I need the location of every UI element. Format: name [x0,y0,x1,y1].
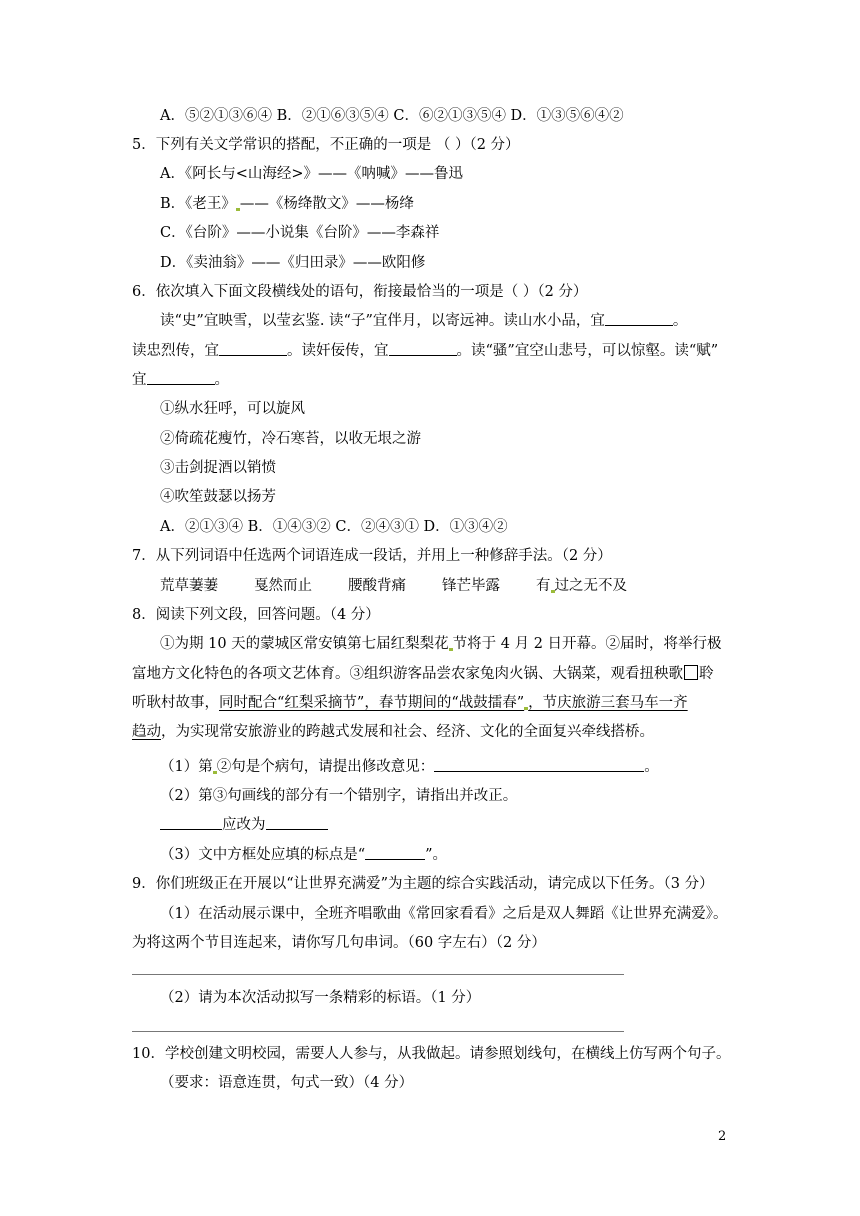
q6-option-4: ④吹笙鼓瑟以扬芳 [160,489,276,505]
q9-answer-line-1 [132,974,624,975]
q9-sub-1-line-2: 为将这两个节目连起来，请你写几句串词。（60 字左右）（2 分） [132,935,546,951]
q6-passage-line-1: 读“史”宜映雪，以莹玄鉴. 读“子”宜伴月，以寄远神。读山水小品，宜 。 [160,313,688,329]
answer-blank [434,757,644,772]
q8-sub-3: （3）文中方框处应填的标点是“ ”。 [160,847,448,863]
fill-blank [605,311,673,326]
q8-sub-1: （1）第 ②句是个病句，请提出修改意见： 。 [160,759,659,775]
q8-stem: 8．阅读下列文段，回答问题。（4 分） [132,607,380,623]
q5-stem: 5．下列有关文学常识的搭配，不正确的一项是 （ ）（2 分） [132,137,520,153]
q4-answer-choices: A．⑤②①③⑥④ B．②①⑥③⑤④ C．⑥②①③⑤④ D．①③⑤⑥④② [160,108,624,124]
q9-answer-line-2 [132,1031,624,1032]
q5-option-b: B．《老王》 ——《杨绛散文》——杨绛 [160,196,414,212]
q8-sub-2-fill: 应改为 [160,815,328,835]
q6-passage-line-3: 宜 。 [132,372,229,388]
underlined-sentence: 同时配合“红梨采摘节”，春节期间的“战鼓擂春” ，节庆旅游三套马车一齐 [219,695,688,711]
q8-sub-2: （2）第③句画线的部分有一个错别字，请指出并改正。 [160,788,518,804]
q6-option-3: ③击剑捉酒以销愤 [160,460,276,476]
q8-passage-line-3: 听耿村故事，同时配合“红梨采摘节”，春节期间的“战鼓擂春” ，节庆旅游三套马车一齐 [132,695,688,711]
punctuation-box [684,665,698,680]
q10-stem: 10．学校创建文明校园，需要人人参与，从我做起。请参照划线句，在横线上仿写两个句子。 [132,1046,731,1062]
fill-blank [389,341,457,356]
q9-sub-2: （2）请为本次活动拟写一条精彩的标语。（1 分） [160,990,481,1006]
q6-passage-line-2: 读忠烈传，宜 。读奸佞传，宜 。读“骚”宜空山悲号，可以惊壑。读“赋” [132,343,719,359]
q8-passage-line-2: 富地方文化特色的各项文艺体育。③组织游客品尝农家兔肉火锅、大锅菜，观看扭秧歌 聆 [132,666,714,682]
q7-word-list: 荒草萋萋 戛然而止 腰酸背痛 锋芒毕露 有 过之无不及 [160,578,627,594]
answer-blank [266,815,328,830]
q9-sub-1-line-1: （1）在活动展示课中，全班齐唱歌曲《常回家看看》之后是双人舞蹈《让世界充满爱》。 [160,906,728,922]
q6-answer-choices: A．②①③④ B．①④③② C．②④③① D．①③④② [160,519,508,535]
q6-option-1: ①纵水狂呼，可以旋风 [160,401,305,417]
q6-stem: 6．依次填入下面文段横线处的语句，衔接最恰当的一项是（ ）（2 分） [132,284,588,300]
q9-stem: 9．你们班级正在开展以“让世界充满爱”为主题的综合实践活动，请完成以下任务。（3 分） [132,876,714,892]
q8-passage-line-1: ①为期 10 天的蒙城区常安镇第七届红梨梨花 节将于 4 月 2 日开幕。②届时，将举行极 [160,636,722,652]
page-number: 2 [718,1129,727,1144]
q6-option-2: ②倚疏花瘦竹，冷石寒苔，以收无垠之游 [160,431,421,447]
q5-option-d: D．《卖油翁》——《归田录》——欧阳修 [160,255,426,271]
q8-passage-line-4: 趋动，为实现常安旅游业的跨越式发展和社会、经济、文化的全面复兴牵线搭桥。 [132,724,654,740]
q5-option-c: C．《台阶》——小说集《台阶》——李森祥 [160,225,440,241]
q10-requirement: （要求：语意连贯，句式一致）（4 分） [160,1075,414,1091]
q7-stem: 7．从下列词语中任选两个词语连成一段话，并用上一种修辞手法。（2 分） [132,548,612,564]
fill-blank [219,341,287,356]
fill-blank [147,370,215,385]
answer-blank [365,845,425,860]
underlined-sentence-end: 趋动 [132,724,161,740]
q5-option-a: A．《阿长与<山海经>》——《呐喊》——鲁迅 [160,166,464,182]
answer-blank [160,815,222,830]
